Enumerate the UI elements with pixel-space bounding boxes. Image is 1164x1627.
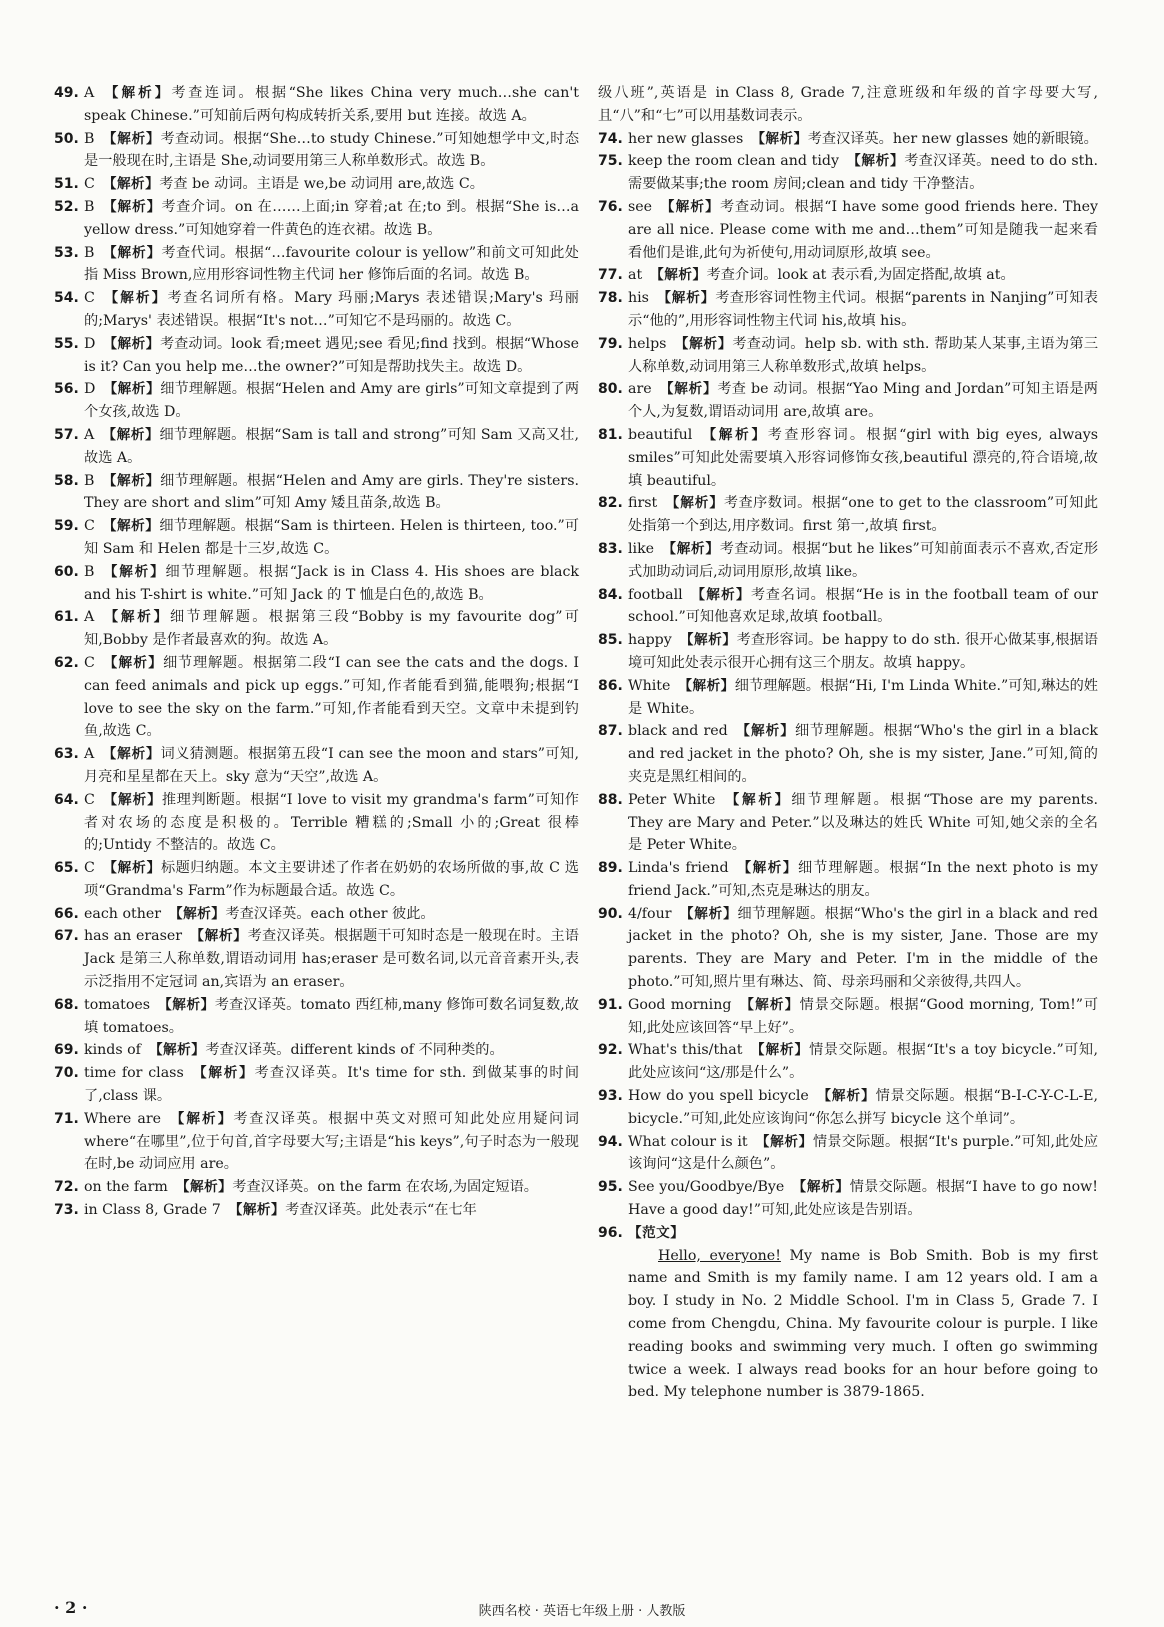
analysis-tag: 【解析】: [102, 563, 166, 580]
entry-number: 64.: [54, 791, 79, 808]
analysis-tag: 【解析】: [102, 746, 161, 763]
analysis-tag: 【解析】: [102, 518, 160, 535]
entry-number: 88.: [598, 791, 623, 808]
footer-title: 陕西名校 · 英语七年级上册 · 人教版: [478, 1604, 686, 1619]
analysis-tag: 【解析】: [191, 1065, 255, 1082]
analysis-tag: 【解析】: [755, 1133, 813, 1150]
analysis-text: 词义猜测题。根据第五段“I can see the moon and stars”可知,月亮和星星都在天上。sky 意为“天空”,故选 A。: [84, 746, 580, 785]
entry-number: 56.: [54, 381, 79, 398]
answer-entry: [54, 173, 579, 196]
analysis-tag: 【解析】: [102, 609, 170, 626]
entry-number: 92.: [598, 1042, 623, 1059]
answer-entry: [54, 1199, 579, 1222]
answer-entry: [54, 378, 579, 424]
entry-number: 60.: [54, 563, 79, 580]
analysis-tag: 【解析】: [656, 290, 716, 307]
analysis-text: 考查动词。look 看;meet 遇见;see 看见;find 找到。根据“Whose is it? Can you help me…the owner?”可知是帮助找失主。故选 D。: [84, 335, 579, 375]
analysis-tag: 【解析】: [158, 996, 215, 1013]
analysis-text: 考查汉译英。tomato 西红柿,many 修饰可数名词复数,故填 tomatoes。: [84, 996, 579, 1036]
entry-number: 52.: [54, 198, 79, 215]
answer-entry: [598, 287, 1098, 333]
entry-number: 57.: [54, 426, 79, 443]
analysis-text: 考查名词所有格。Mary 玛丽;Marys 表述错误;Mary's 玛丽的;Marys' 表述错误。根据“It's not…”可知它不是玛丽的。故选 C。: [84, 290, 579, 329]
answer-key: tomatoes: [84, 996, 151, 1013]
analysis-tag: 【解析】: [662, 540, 720, 557]
answer-key: keep the room clean and tidy: [628, 153, 839, 170]
entry-number: 51.: [54, 176, 79, 193]
answer-key: in Class 8, Grade 7: [84, 1202, 221, 1219]
entry-number: 71.: [54, 1110, 79, 1127]
analysis-text: 考查介词。look at 表示看,为固定搭配,故填 at。: [706, 267, 1015, 284]
entry-73-continuation: 级八班”,英语是 in Class 8, Grade 7,注意班级和年级的首字母要大写,且“八”和“七”可以用基数词表示。: [598, 85, 1098, 124]
analysis-tag: 【解析】: [103, 335, 160, 352]
answer-key: like: [628, 540, 655, 557]
answer-key: A: [84, 85, 95, 101]
entry-number: 61.: [54, 609, 79, 626]
answer-entry: [54, 789, 579, 857]
entry-number: 75.: [598, 153, 623, 170]
entry-number: 90.: [598, 905, 623, 922]
analysis-tag: 【解析】: [169, 905, 226, 922]
answer-entry: [598, 903, 1098, 994]
analysis-tag: 【解析】: [660, 198, 720, 215]
analysis-text: 考查汉译英。根据中英文对照可知此处应用疑问词 where“在哪里”,位于句首,首字母要大写;主语是“his keys”,句子时态为一般现在时,be 动词应用 are。: [84, 1110, 579, 1173]
answer-key: Good morning: [628, 996, 732, 1013]
analysis-text: 考查汉译英。on the farm 在农场,为固定短语。: [232, 1179, 538, 1196]
analysis-tag: 【解析】: [102, 244, 162, 261]
analysis-tag: 【解析】: [690, 586, 751, 603]
answer-entry: [54, 333, 579, 379]
entry-number: 74.: [598, 130, 623, 147]
model-essay-text: [598, 1245, 1098, 1405]
answer-entry: [54, 652, 579, 743]
analysis-text: 考查形容词。be happy to do sth. 很开心做某事,根据语境可知此处表示很开心拥有这三个朋友。故填 happy。: [628, 632, 1099, 671]
answer-entry: [54, 196, 579, 242]
answer-entry: [598, 538, 1098, 584]
answer-key: each other: [84, 905, 162, 922]
entry-number: 95.: [598, 1179, 623, 1196]
analysis-text: 细节理解题。根据“Those are my parents. They are Mary and Peter.”以及琳达的姓氏 White 可知,她父亲的全名是 Peter White。: [628, 791, 1098, 854]
answer-key: C: [84, 518, 95, 535]
analysis-tag: 【解析】: [679, 632, 737, 649]
answer-key: C: [84, 176, 95, 193]
analysis-text: 考查汉译英。different kinds of 不同种类的。: [205, 1042, 504, 1059]
entry-number: 53.: [54, 244, 79, 261]
answer-key: see: [628, 198, 653, 215]
analysis-tag: 【解析】: [102, 198, 162, 215]
answer-key: How do you spell bicycle: [628, 1088, 809, 1105]
analysis-text: 细节理解题。根据“Hi, I'm Linda White.”可知,琳达的姓是 White。: [628, 677, 1098, 717]
answer-key: Linda's friend: [628, 860, 729, 877]
answer-key: D: [84, 381, 96, 398]
answer-key: Where are: [84, 1110, 162, 1127]
analysis-text: 考查动词。根据“but he likes”可知前面表示不喜欢,否定形式加助动词后,动词用原形,故填 like。: [628, 540, 1099, 580]
answer-entry: [598, 1085, 1098, 1131]
answer-entry: [598, 629, 1098, 675]
answer-entry: [54, 994, 579, 1040]
analysis-text: 考查序数词。根据“one to get to the classroom”可知此处指第一个到达,用序数词。first 第一,故填 first。: [628, 495, 1099, 535]
entry-number: 54.: [54, 290, 79, 307]
analysis-tag: 【解析】: [736, 860, 798, 877]
analysis-tag: 【解析】: [148, 1042, 206, 1059]
analysis-text: 细节理解题。根据“Jack is in Class 4. His shoes are black and his T-shirt is white.”可知 Jack 的 T 恤是白色的,故选 B。: [84, 563, 579, 603]
analysis-tag: 【解析】: [102, 290, 168, 307]
left-column: [54, 82, 579, 1222]
answer-entry: [54, 561, 579, 607]
analysis-tag: 【解析】: [102, 654, 164, 671]
answer-key: black and red: [628, 723, 728, 740]
essay-body: My name is Bob Smith. Bob is my first name and Smith is my family name. I am 12 years old. I am a boy. I study in No. 2 Middle School. I'm in Class 5, Grade 7. I come from Chengdu, China. My favourite colour is purple. I like reading books and swimming very much. I often go swimming twice a week. I always read books for an hour before going to bed. My telephone number is 3879-1865.: [628, 1247, 1098, 1401]
analysis-text: 考查名词。根据“He is in the football team of our school.”可知他喜欢足球,故填 football。: [628, 586, 1098, 626]
analysis-tag: 【解析】: [102, 85, 172, 101]
answer-key: C: [84, 860, 95, 877]
analysis-text: 考查动词。help sb. with sth. 帮助某人某事,主语为第三人称单数,动词用第三人称单数形式,故填 helps。: [628, 335, 1099, 375]
analysis-tag: 【解析】: [650, 267, 707, 284]
entry-number: 89.: [598, 860, 623, 877]
answer-key: first: [628, 495, 658, 512]
right-column: [598, 82, 1098, 1404]
analysis-text: 情景交际题。根据“It's purple.”可知,此处应该询问“这是什么颜色”。: [628, 1133, 1099, 1173]
answer-key: are: [628, 381, 652, 398]
entry-number: 58.: [54, 472, 79, 489]
entry-number: 67.: [54, 928, 79, 945]
answer-entry: [598, 492, 1098, 538]
answer-entry: [598, 1131, 1098, 1177]
answer-entry: [598, 378, 1098, 424]
answer-key: beautiful: [628, 426, 693, 443]
answer-key: happy: [628, 632, 672, 649]
answer-entry: [54, 470, 579, 516]
answer-key: football: [628, 586, 683, 603]
answer-key: B: [84, 198, 95, 215]
entry-number: 93.: [598, 1088, 623, 1105]
analysis-text: 考查 be 动词。主语是 we,be 动词用 are,故选 C。: [159, 176, 484, 193]
answer-entry: [598, 424, 1098, 492]
answer-entry: [54, 1039, 579, 1062]
answer-entry: [54, 925, 579, 993]
answer-key: C: [84, 290, 95, 307]
entry-number: 62.: [54, 654, 79, 671]
analysis-text: 考查介词。on 在……上面;in 穿着;at 在;to 到。根据“She is…a yellow dress.”可知她穿着一件黄色的连衣裙。故选 B。: [84, 198, 579, 238]
analysis-text: 考查连词。根据“She likes China very much…she can't speak Chinese.”可知前后两句构成转折关系,要用 but 连接。故选 A。: [84, 85, 579, 124]
analysis-tag: 【解析】: [735, 723, 795, 740]
analysis-text: 考查形容词。根据“girl with big eyes, always smiles”可知此处需要填入形容词修饰女孩,beautiful 漂亮的,符合语境,故填 beautiful。: [628, 426, 1098, 489]
analysis-tag: 【解析】: [723, 791, 792, 808]
answer-entry: [54, 857, 579, 903]
analysis-tag: 【解析】: [102, 860, 162, 877]
answer-key: What colour is it: [628, 1133, 748, 1150]
answer-entry: [54, 1062, 579, 1108]
analysis-tag: 【解析】: [102, 426, 160, 443]
answer-entry: [54, 424, 579, 470]
analysis-text: 情景交际题。根据“I have to go now! Have a good day!”可知,此处应该是告别语。: [628, 1179, 1099, 1219]
answer-entry: [54, 287, 579, 333]
answer-key: B: [84, 472, 95, 489]
entry-number: 80.: [598, 381, 623, 398]
entry-number: 91.: [598, 996, 623, 1013]
answer-entry: [54, 903, 579, 926]
answer-key: What's this/that: [628, 1042, 743, 1059]
answer-key: A: [84, 609, 95, 626]
answer-entry: [598, 150, 1098, 196]
answer-key: A: [84, 746, 95, 763]
analysis-text: 情景交际题。根据“B-I-C-Y-C-L-E, bicycle.”可知,此处应该询问“你怎么拼写 bicycle 这个单词”。: [628, 1088, 1098, 1127]
answer-entry: [598, 128, 1098, 151]
analysis-tag: 【解析】: [190, 928, 248, 945]
analysis-text: 推理判断题。根据“I love to visit my grandma's farm”可知作者对农场的态度是积极的。Terrible 糟糕的;Small 小的;Great 很棒的;Untidy 不整洁的。故选 C。: [84, 791, 579, 854]
analysis-tag: 【解析】: [751, 130, 808, 147]
entry-number: 87.: [598, 723, 623, 740]
answer-key: her new glasses: [628, 130, 744, 147]
answer-key: has an eraser: [84, 928, 183, 945]
answer-entry: [598, 196, 1098, 264]
analysis-text: 考查代词。根据“…favourite colour is yellow”和前文可知此处指 Miss Brown,应用形容词性物主代词 her 修饰后面的名词。故选 B。: [84, 244, 579, 284]
analysis-text: 考查动词。根据“She…to study Chinese.”可知她想学中文,时态是一般现在时,主语是 She,动词要用第三人称单数形式。故选 B。: [84, 130, 580, 170]
answer-entry: [598, 264, 1098, 287]
answer-entry: [54, 128, 579, 174]
entry-number: 78.: [598, 290, 623, 307]
answer-key: 4/four: [628, 905, 672, 922]
analysis-text: 考查 be 动词。根据“Yao Ming and Jordan”可知主语是两个人,为复数,谓语动词用 are,故填 are。: [628, 381, 1098, 421]
answer-key: kinds of: [84, 1042, 141, 1059]
entry-number: 76.: [598, 198, 623, 215]
entry-number: 50.: [54, 130, 79, 147]
answer-entry: [598, 333, 1098, 379]
entry-number: 73.: [54, 1202, 79, 1219]
entry-number: 77.: [598, 267, 623, 284]
analysis-tag: 【解析】: [846, 153, 905, 170]
analysis-tag: 【解析】: [103, 381, 161, 398]
model-essay-tag: 【范文】: [628, 1224, 685, 1241]
analysis-tag: 【解析】: [674, 335, 733, 352]
entry-number: 49.: [54, 85, 79, 101]
entry-number: 66.: [54, 905, 79, 922]
analysis-tag: 【解析】: [659, 381, 718, 398]
analysis-text: 考查汉译英。each other 彼此。: [225, 905, 435, 922]
analysis-tag: 【解析】: [169, 1110, 234, 1127]
entry-number: 82.: [598, 495, 623, 512]
answer-key: See you/Goodbye/Bye: [628, 1179, 785, 1196]
analysis-text: 细节理解题。根据“Who's the girl in a black and red jacket in the photo? Oh, she is my sister, Jane. Those are my parents. They are Mary and Peter. I'm in the middle of the photo.”可知,照片里有琳达、简、母亲玛丽和父亲彼得,共四人。: [628, 905, 1099, 991]
answer-entry: [598, 789, 1098, 857]
answer-key: A: [84, 426, 95, 443]
analysis-tag: 【解析】: [175, 1179, 233, 1196]
analysis-tag: 【解析】: [750, 1042, 810, 1059]
analysis-text: 细节理解题。根据“Sam is thirteen. Helen is thirteen, too.”可知 Sam 和 Helen 都是十三岁,故选 C。: [84, 518, 579, 557]
analysis-tag: 【解析】: [102, 176, 160, 193]
analysis-tag: 【解析】: [102, 791, 162, 808]
answer-entry: [598, 994, 1098, 1040]
answer-entry: [598, 857, 1098, 903]
page-number: · 2 ·: [54, 1598, 88, 1617]
entry-number: 63.: [54, 746, 79, 763]
answer-entry: [54, 1176, 579, 1199]
essay-entry: [598, 1222, 1098, 1245]
analysis-text: 细节理解题。根据“Helen and Amy are girls”可知文章提到了两个女孩,故选 D。: [84, 381, 580, 421]
answer-key: B: [84, 244, 95, 261]
analysis-text: 考查形容词性物主代词。根据“parents in Nanjing”可知表示“他的”,用形容词性物主代词 his,故填 his。: [628, 290, 1098, 329]
analysis-text: 细节理解题。根据“Sam is tall and strong”可知 Sam 又高又壮,故选 A。: [84, 426, 580, 466]
analysis-tag: 【解析】: [700, 426, 768, 443]
analysis-text: 考查动词。根据“I have some good friends here. They are all nice. Please come with me and…them”可知是随我一起来看看他们是谁,此句为祈使句,用动词原形,故填 see。: [628, 198, 1099, 261]
entry-number: 72.: [54, 1179, 79, 1196]
answer-entry: [54, 242, 579, 288]
answer-key: his: [628, 290, 649, 307]
analysis-tag: 【解析】: [102, 472, 161, 489]
analysis-text: 考查汉译英。It's time for sth. 到做某事的时间了,class 课。: [84, 1065, 580, 1105]
analysis-tag: 【解析】: [792, 1179, 850, 1196]
analysis-tag: 【解析】: [816, 1088, 876, 1105]
answer-key: time for class: [84, 1065, 184, 1082]
analysis-text: 情景交际题。根据“It's a toy bicycle.”可知,此处应该问“这/那是什么”。: [628, 1042, 1098, 1082]
entry-number: 84.: [598, 586, 623, 603]
entry-number: 68.: [54, 996, 79, 1013]
answer-entry: [54, 82, 579, 128]
answer-key: White: [628, 677, 671, 694]
answer-key: at: [628, 267, 643, 284]
analysis-text: 情景交际题。根据“Good morning, Tom!”可知,此处应该回答“早上好”。: [628, 996, 1099, 1036]
answer-key: D: [84, 335, 96, 352]
entry-number: 85.: [598, 632, 623, 649]
answer-key: C: [84, 654, 95, 671]
entry-number: 70.: [54, 1065, 79, 1082]
entry-number: 86.: [598, 677, 623, 694]
entry-number: 79.: [598, 335, 623, 352]
analysis-text: 细节理解题。根据第二段“I can see the cats and the dogs. I can feed animals and pick up eggs.”可知,作者能看到猫,能喂狗;根据“I love to see the sky on the farm.”可知,作者能看到天空。文章中未提到钓鱼,故选 C。: [84, 654, 579, 740]
answer-key: on the farm: [84, 1179, 168, 1196]
entry-number: 59.: [54, 518, 79, 535]
analysis-tag: 【解析】: [739, 996, 800, 1013]
analysis-text: 细节理解题。根据“Who's the girl in a black and red jacket in the photo? Oh, she is my sister, Jane.”可知,简的夹克是黑红相间的。: [628, 723, 1098, 785]
answer-entry: [598, 720, 1098, 788]
entry-number: 65.: [54, 860, 79, 877]
analysis-tag: 【解析】: [228, 1202, 286, 1219]
analysis-tag: 【解析】: [102, 130, 161, 147]
answer-key: B: [84, 563, 95, 580]
analysis-text: 考查汉译英。根据题干可知时态是一般现在时。主语 Jack 是第三人称单数,谓语动词用 has;eraser 是可数名词,以元音音素开头,表示泛指用不定冠词 an,宾语为 an eraser。: [84, 928, 579, 991]
analysis-text: 细节理解题。根据“In the next photo is my friend Jack.”可知,杰克是琳达的朋友。: [628, 860, 1098, 899]
analysis-text: 考查汉译英。her new glasses 她的新眼镜。: [807, 130, 1098, 147]
entry-number: 83.: [598, 540, 623, 557]
entry-number: 81.: [598, 426, 623, 443]
answer-entry: [54, 1108, 579, 1176]
answer-entry: [598, 1039, 1098, 1085]
entry-number: 96.: [598, 1224, 623, 1241]
analysis-tag: 【解析】: [665, 495, 724, 512]
answer-entry: [54, 515, 579, 561]
answer-key: Peter White: [628, 791, 716, 808]
analysis-text: 细节理解题。根据“Helen and Amy are girls. They're sisters. They are short and slim”可知 Amy 矮且苗条,故选 B。: [84, 472, 579, 512]
entry-number: 55.: [54, 335, 79, 352]
answer-key: B: [84, 130, 95, 147]
entry-number: 94.: [598, 1133, 623, 1150]
analysis-text: 考查汉译英。此处表示“在七年: [285, 1202, 477, 1219]
answer-entry: [598, 584, 1098, 630]
essay-greeting: Hello, everyone!: [658, 1247, 781, 1264]
analysis-text: 考查汉译英。need to do sth. 需要做某事;the room 房间;clean and tidy 干净整洁。: [628, 153, 1099, 193]
analysis-text: 标题归纳题。本文主要讲述了作者在奶奶的农场所做的事,故 C 选项“Grandma's Farm”作为标题最合适。故选 C。: [84, 860, 579, 899]
analysis-tag: 【解析】: [679, 905, 738, 922]
answer-key: C: [84, 791, 95, 808]
analysis-text: 细节理解题。根据第三段“Bobby is my favourite dog”可知,Bobby 是作者最喜欢的狗。故选 A。: [84, 609, 579, 649]
answer-entry: [598, 675, 1098, 721]
answer-entry: [598, 1176, 1098, 1222]
answer-entry: [54, 606, 579, 652]
analysis-tag: 【解析】: [678, 677, 735, 694]
entry-number: 69.: [54, 1042, 79, 1059]
answer-entry: [54, 743, 579, 789]
answer-key: helps: [628, 335, 667, 352]
